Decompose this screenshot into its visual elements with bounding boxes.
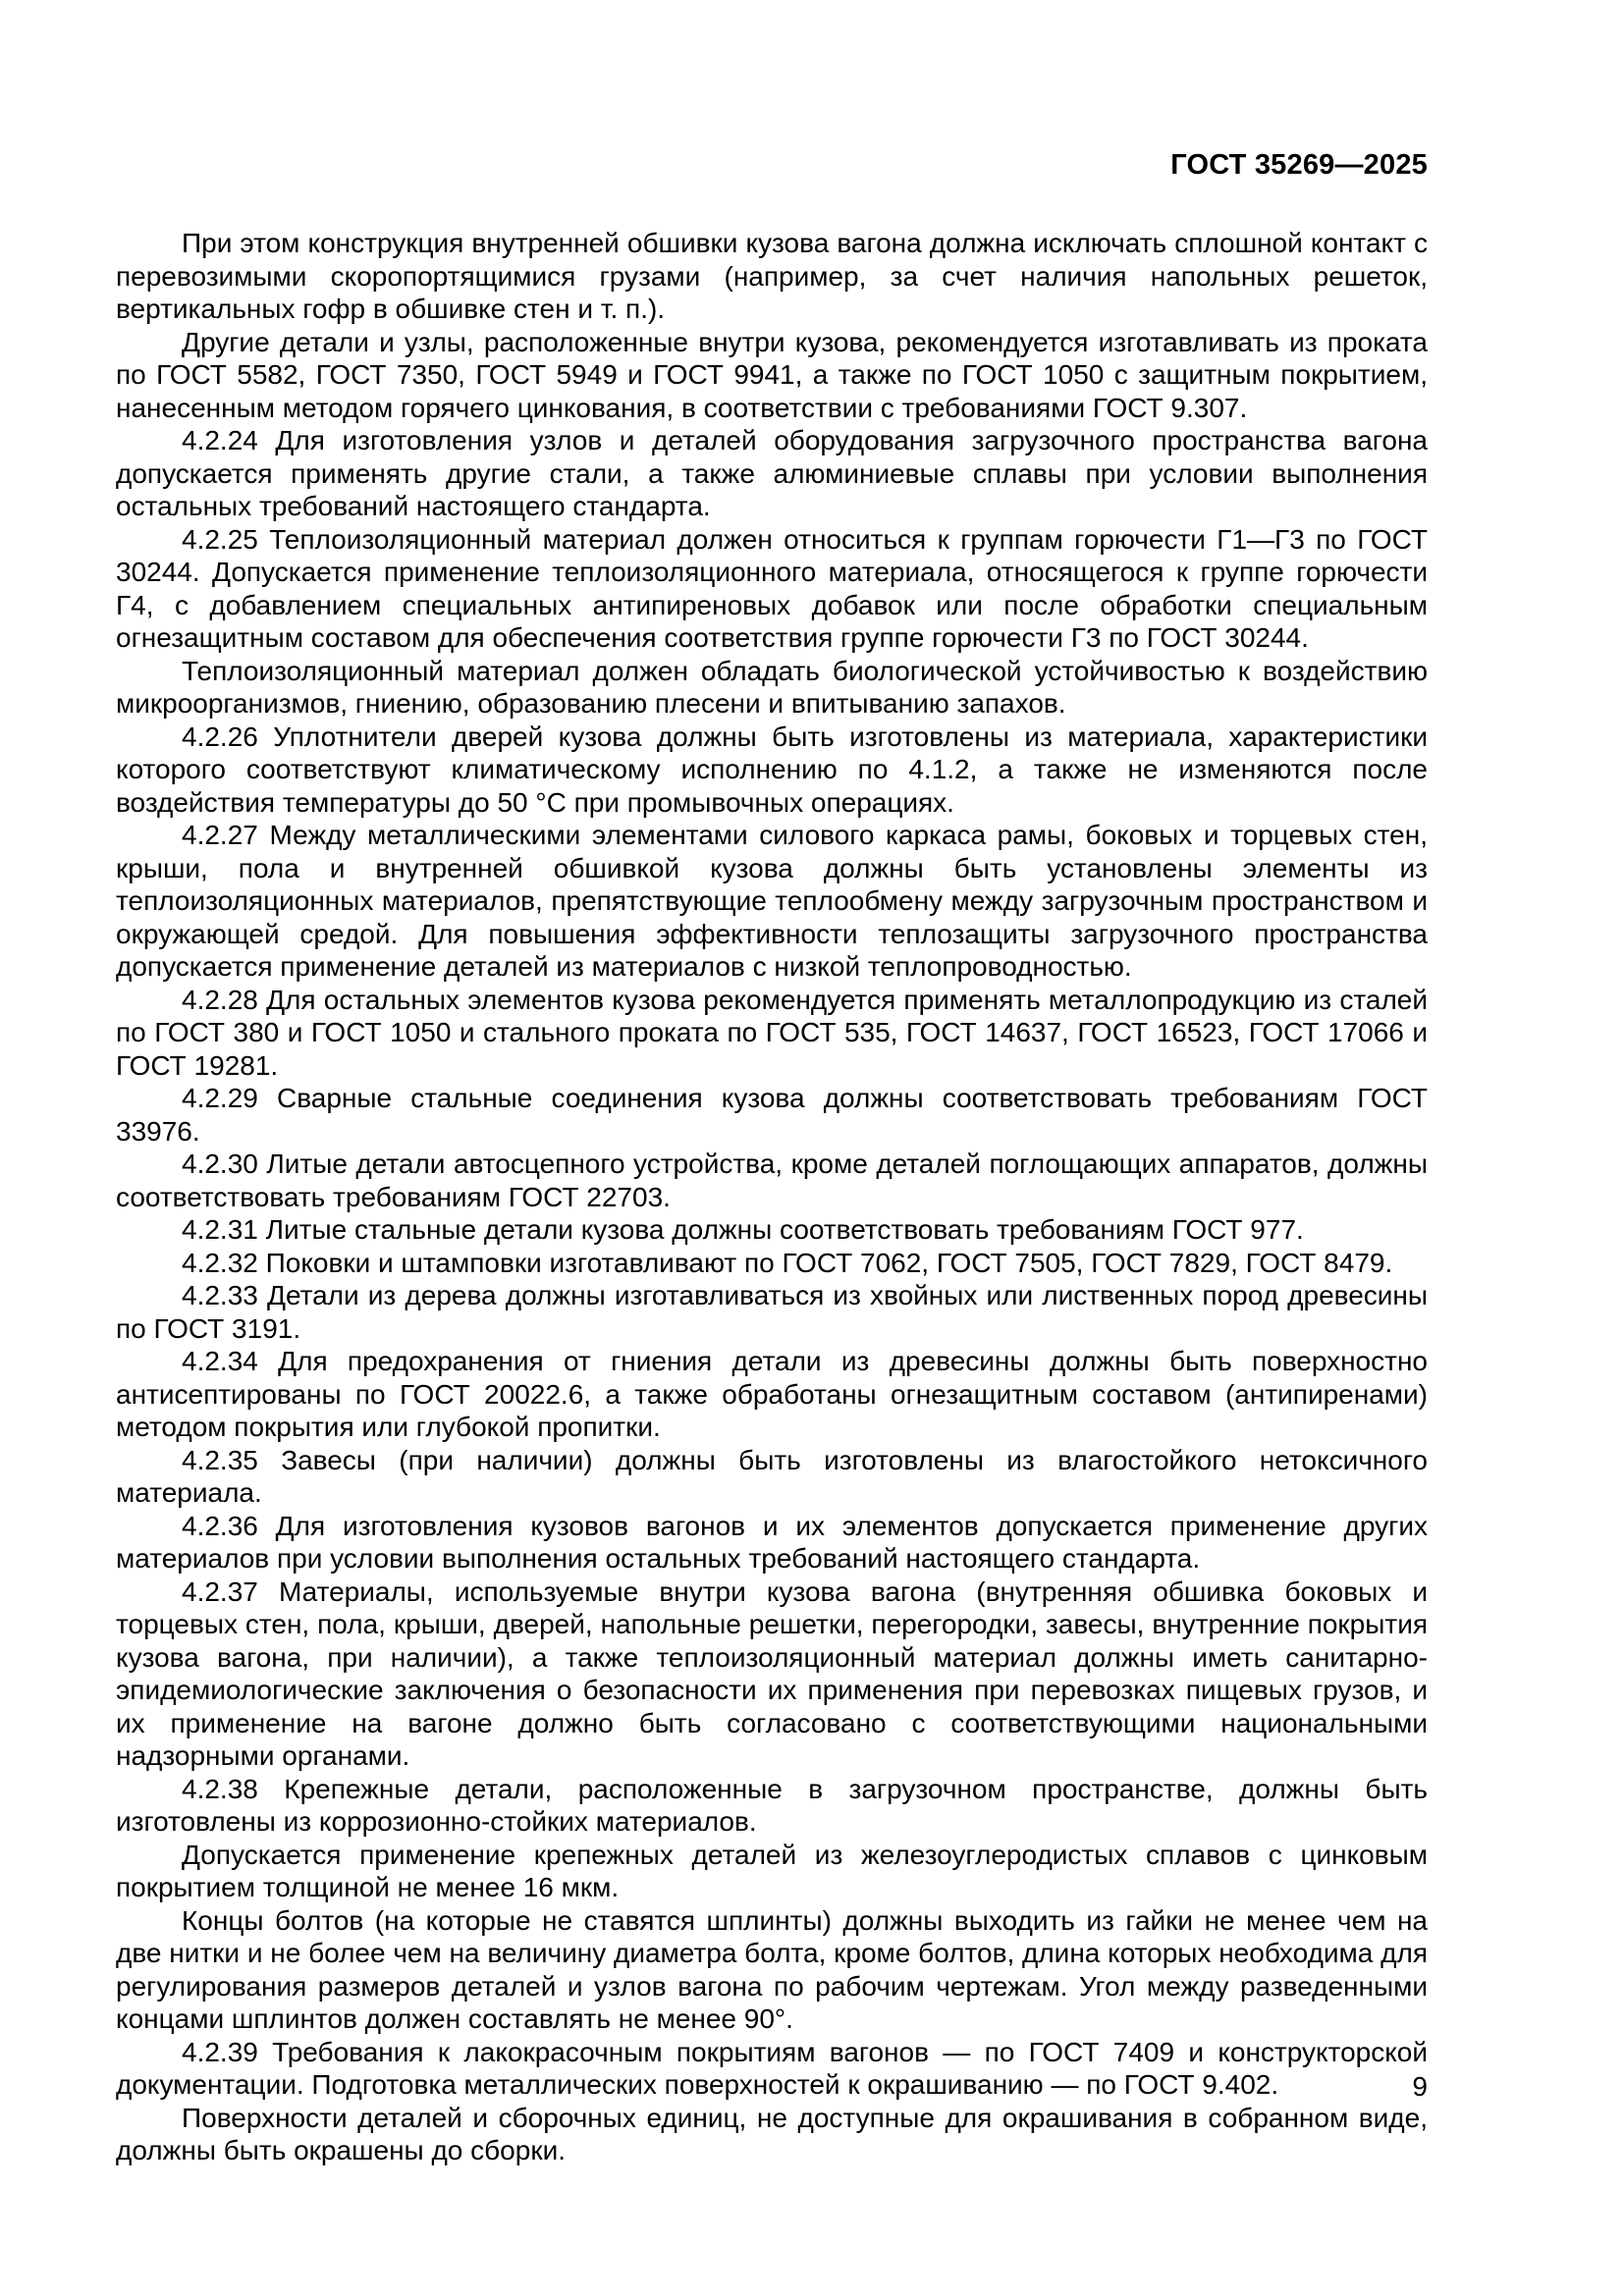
paragraph: При этом конструкция внутренней обшивки кузова вагона должна исключать сплошной контакт с перевозимыми скоропортящимися грузами (например, за счет наличия напольных решеток, вертикальных гофр в обшивке стен и т. п.). <box>116 228 1428 324</box>
paragraph: Допускается применение крепежных деталей из железоуглеродистых сплавов с цинковым покрытием толщиной не менее 16 мкм. <box>116 1839 1428 1902</box>
paragraph: Теплоизоляционный материал должен обладать биологической устойчивостью к воздействию микроорганизмов, гниению, образованию плесени и впитыванию запахов. <box>116 655 1428 719</box>
paragraph-clause-4-2-39: 4.2.39 Требования к лакокрасочным покрытиям вагонов — по ГОСТ 7409 и конструкторской документации. Подготовка металлических поверхностей к окрашиванию — по ГОСТ 9.402. <box>116 2036 1428 2100</box>
paragraph-clause-4-2-33: 4.2.33 Детали из дерева должны изготавливаться из хвойных или лиственных пород древесины по ГОСТ 3191. <box>116 1280 1428 1344</box>
paragraph-clause-4-2-36: 4.2.36 Для изготовления кузовов вагонов и их элементов допускается применение других материалов при условии выполнения остальных требований настоящего стандарта. <box>116 1510 1428 1574</box>
paragraph-clause-4-2-37: 4.2.37 Материалы, используемые внутри кузова вагона (внутренняя обшивка боковых и торцевых стен, пола, крыши, дверей, напольные решетки, перегородки, завесы, внутренние покрытия кузова вагона, при наличии), а также теплоизоляционный материал должны иметь санитарно-эпидемиологические заключения о безопасности их применения при перевозках пищевых грузов, и их применение на вагоне должно быть согласовано с соответствующими национальными надзорными органами. <box>116 1575 1428 1771</box>
paragraph: Концы болтов (на которые не ставятся шплинты) должны выходить из гайки не менее чем на две нитки и не более чем на величину диаметра болта, кроме болтов, длина которых необходима для регулирования размеров деталей и узлов вагона по рабочим чертежам. Угол между разведенными концами шплинтов должен составлять не менее 90°. <box>116 1904 1428 2034</box>
paragraph-clause-4-2-35: 4.2.35 Завесы (при наличии) должны быть изготовлены из влагостойкого нетоксичного материала. <box>116 1444 1428 1508</box>
paragraph: Поверхности деталей и сборочных единиц, не доступные для окрашивания в собранном виде, должны быть окрашены до сборки. <box>116 2102 1428 2165</box>
paragraph-clause-4-2-38: 4.2.38 Крепежные детали, расположенные в загрузочном пространстве, должны быть изготовлены из коррозионно-стойких материалов. <box>116 1773 1428 1837</box>
paragraph-clause-4-2-27: 4.2.27 Между металлическими элементами силового каркаса рамы, боковых и торцевых стен, крыши, пола и внутренней обшивкой кузова должны быть установлены элементы из теплоизоляционных материалов, препятствующие теплообмену между загрузочным пространством и окружающей средой. Для повышения эффективности теплозащиты загрузочного пространства допускается применение деталей из материалов с низкой теплопроводностью. <box>116 820 1428 982</box>
paragraph: Другие детали и узлы, расположенные внутри кузова, рекомендуется изготавливать из проката по ГОСТ 5582, ГОСТ 7350, ГОСТ 5949 и ГОСТ 9941, а также по ГОСТ 1050 с защитным покрытием, нанесенным методом горячего цинкования, в соответствии с требованиями ГОСТ 9.307. <box>116 326 1428 423</box>
paragraph-clause-4-2-34: 4.2.34 Для предохранения от гниения детали из древесины должны быть поверхностно антисептированы по ГОСТ 20022.6, а также обработаны огнезащитным составом (антипиренами) методом покрытия или глубокой пропитки. <box>116 1346 1428 1442</box>
paragraph-clause-4-2-24: 4.2.24 Для изготовления узлов и деталей оборудования загрузочного пространства вагона допускается применять другие стали, а также алюминиевые сплавы при условии выполнения остальных требований настоящего стандарта. <box>116 425 1428 521</box>
paragraph-clause-4-2-25: 4.2.25 Теплоизоляционный материал должен относиться к группам горючести Г1—Г3 по ГОСТ 30244. Допускается применение теплоизоляционного материала, относящегося к группе горючести Г4, с добавлением специальных антипиреновых добавок или после обработки специальным огнезащитным составом для обеспечения соответствия группе горючести Г3 по ГОСТ 30244. <box>116 523 1428 653</box>
standard-designation-header: ГОСТ 35269—2025 <box>1170 149 1428 181</box>
paragraph-clause-4-2-31: 4.2.31 Литые стальные детали кузова должны соответствовать требованиям ГОСТ 977. <box>182 1214 1304 1245</box>
document-body-text <box>116 227 1428 2167</box>
paragraph-clause-4-2-32: 4.2.32 Поковки и штамповки изготавливают по ГОСТ 7062, ГОСТ 7505, ГОСТ 7829, ГОСТ 8479. <box>182 1247 1393 1278</box>
paragraph-clause-4-2-29: 4.2.29 Сварные стальные соединения кузова должны соответствовать требованиям ГОСТ 33976. <box>116 1083 1428 1147</box>
page-number: 9 <box>1412 2071 1428 2102</box>
paragraph-clause-4-2-26: 4.2.26 Уплотнители дверей кузова должны быть изготовлены из материала, характеристики которого соответствуют климатическому исполнению по 4.1.2, а также не изменяются после воздействия температуры до 50 °С при промывочных операциях. <box>116 721 1428 818</box>
paragraph-clause-4-2-28: 4.2.28 Для остальных элементов кузова рекомендуется применять металлопродукцию из сталей по ГОСТ 380 и ГОСТ 1050 и стального проката по ГОСТ 535, ГОСТ 14637, ГОСТ 16523, ГОСТ 17066 и ГОСТ 19281. <box>116 984 1428 1081</box>
paragraph-clause-4-2-30: 4.2.30 Литые детали автосцепного устройства, кроме деталей поглощающих аппаратов, должны соответствовать требованиям ГОСТ 22703. <box>116 1148 1428 1212</box>
